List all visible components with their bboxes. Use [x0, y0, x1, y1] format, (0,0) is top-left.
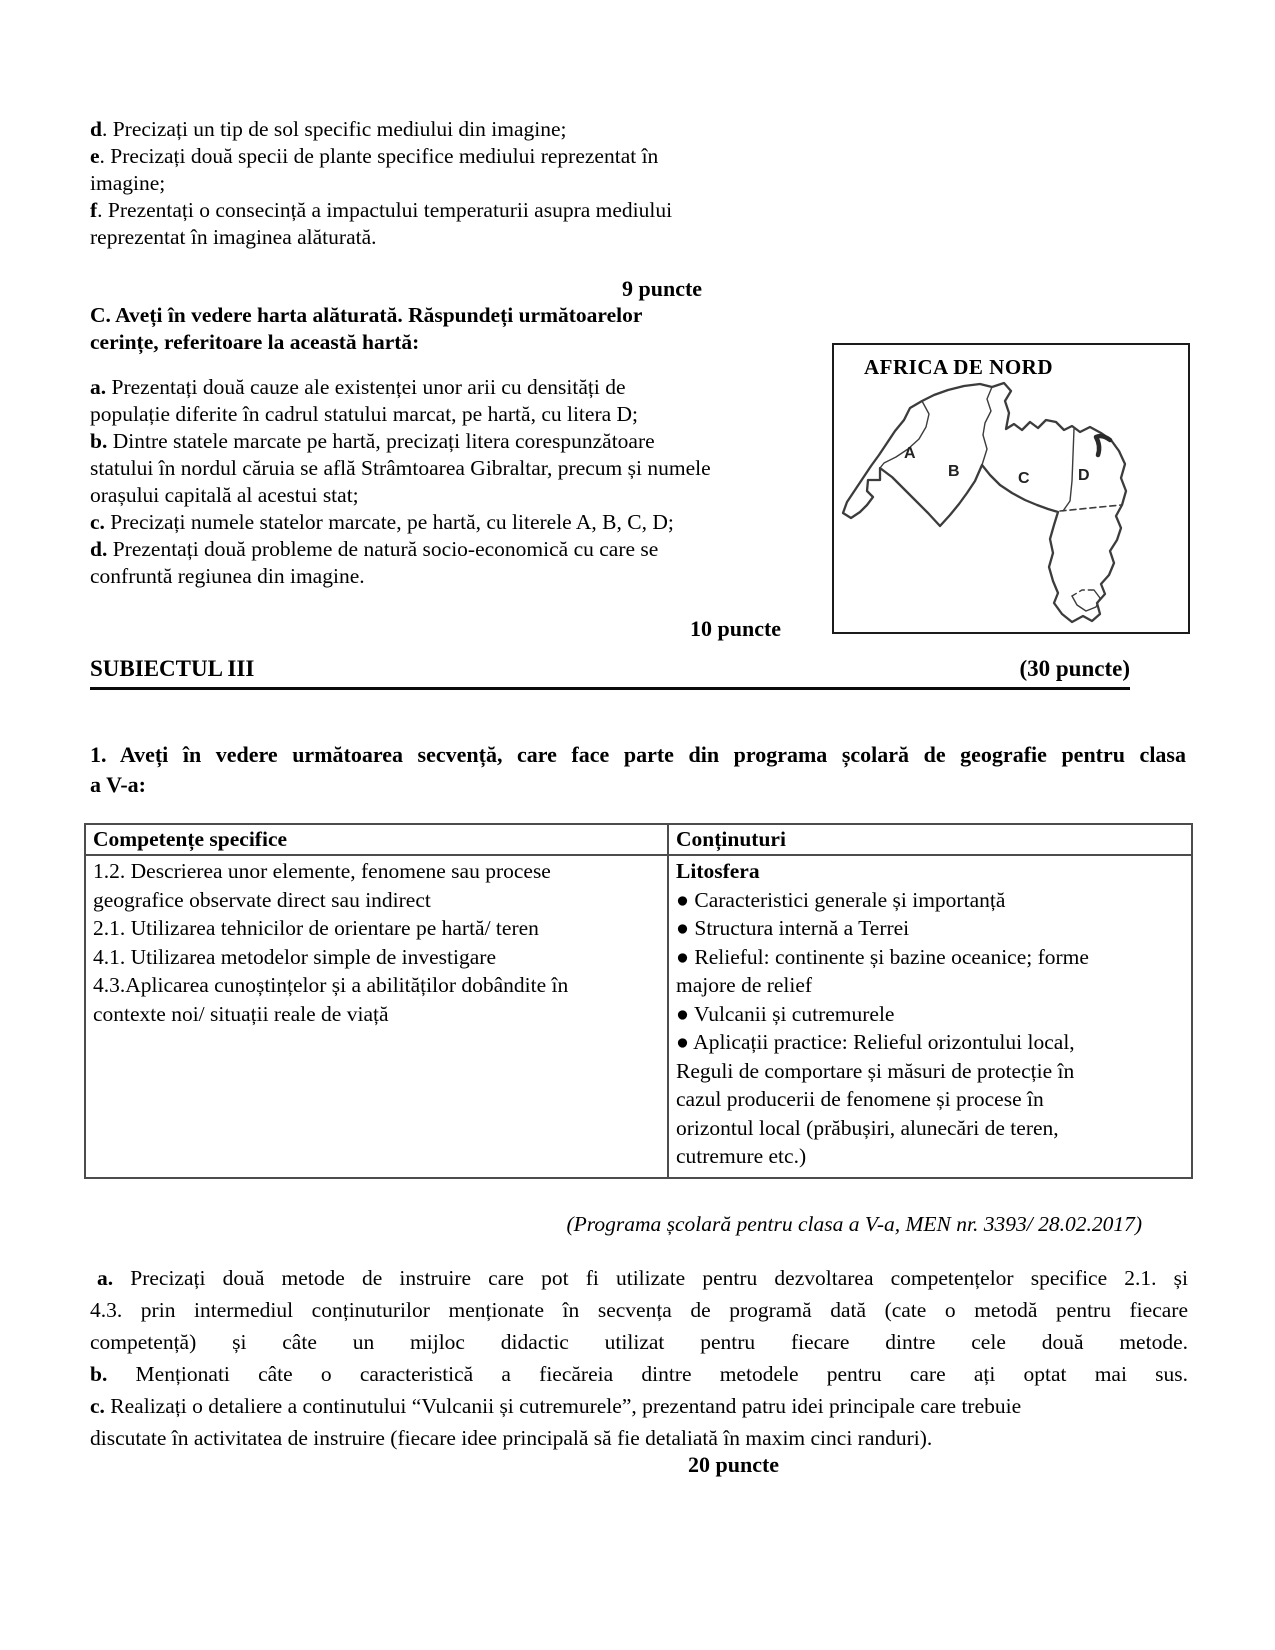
table-cell-line: 4.3.Aplicarea cunoștințelor și a abilităților dobândite în: [93, 973, 569, 997]
item-text: cutremure etc.): [676, 1144, 807, 1168]
item-text: Realizați o detaliere a continutului “Vulcanii și cutremurele”, prezentand patru idei principale care trebuie: [104, 1394, 1022, 1418]
text-line: [90, 428, 835, 455]
points-20: 20 puncte: [688, 1452, 780, 1477]
table-body-row: [86, 856, 1191, 1177]
north-africa-map-drawing: [834, 345, 1192, 632]
item-letter: c.: [90, 1394, 105, 1418]
table-cell-line: contexte noi/ situații reale de viață: [93, 1001, 389, 1026]
item-text: ● Caracteristici generale și importanță: [676, 887, 1006, 912]
item-text: imagine;: [90, 171, 166, 195]
item-text: Precizați două metode de instruire care pot fi utilizate pentru dezvoltarea competențelor specifice 2.1. și: [113, 1266, 1188, 1290]
text-line: [90, 536, 835, 563]
table-cell-line: [676, 1114, 1184, 1143]
text-line: [90, 374, 835, 401]
task-line: [90, 1294, 1188, 1326]
table-header-continuturi: Conținuturi: [676, 827, 786, 851]
text-line: [90, 170, 770, 197]
table-cell-continuturi: [669, 856, 1191, 1177]
item-text: Prezentați două cauze ale existenței unor arii cu densități de: [106, 375, 626, 399]
table-cell-line: [676, 857, 1184, 886]
text-line: [90, 509, 835, 536]
item-text: reprezentat în imaginea alăturată.: [90, 225, 377, 249]
item-letter: f: [90, 198, 98, 222]
item-text: orașului capitală al acestui stat;: [90, 483, 359, 507]
heading-line: 1. Aveți în vedere următoarea secvență, care face parte din programa școlară de geografie pentru clasa: [90, 742, 1186, 767]
item-text: populație diferite în cadrul statului marcat, pe hartă, cu litera D;: [90, 402, 639, 426]
table-cell-competente: [86, 856, 669, 1177]
heading-line: C. Aveți în vedere harta alăturată. Răspundeți următoarelor: [90, 303, 643, 327]
table-cell-line: [676, 1028, 1184, 1057]
item-letter: b.: [90, 1362, 108, 1386]
text-line: [90, 224, 770, 251]
item-text: ● Vulcanii și cutremurele: [676, 1001, 895, 1026]
heading-line: a V-a:: [90, 772, 147, 797]
section-def-items: [90, 116, 770, 251]
text-line: [90, 455, 835, 482]
table-header-row: [86, 825, 1191, 856]
map-label-b: B: [948, 463, 960, 480]
section-c-items: [90, 374, 835, 590]
item-letter: e: [90, 144, 100, 168]
item-text: Dintre statele marcate pe hartă, precizați litera corespunzătoare: [107, 429, 655, 453]
item-text: confruntă regiunea din imagine.: [90, 564, 365, 588]
subiect3-heading-row: [90, 656, 1130, 690]
item-text: 4.3. prin intermediul conținuturilor menționate în secvența de programă dată (cate o metodă pentru fiecare: [90, 1298, 1188, 1322]
task-line: [90, 1262, 1188, 1294]
map-label-c: C: [1018, 470, 1030, 487]
curriculum-citation: (Programa școlară pentru clasa a V-a, MEN nr. 3393/ 28.02.2017): [566, 1212, 1142, 1236]
table-cell-line: geografice observate direct sau indirect: [93, 887, 431, 912]
curriculum-table: [84, 823, 1193, 1179]
points-9: 9 puncte: [622, 276, 703, 301]
map-title: AFRICA DE NORD: [864, 355, 1054, 379]
item-text: ● Structura internă a Terrei: [676, 916, 910, 940]
table-cell-line: [676, 1000, 1184, 1029]
table-cell-line: [676, 971, 1184, 1000]
table-cell-line: 1.2. Descrierea unor elemente, fenomene sau procese: [93, 859, 551, 883]
item-letter: d: [90, 117, 102, 141]
task-line: [90, 1358, 1188, 1390]
item-letter: d.: [90, 537, 108, 561]
table-cell-line: 2.1. Utilizarea tehnicilor de orientare pe hartă/ teren: [93, 916, 539, 940]
section-c-heading: [90, 302, 770, 356]
table-cell-line: 4.1. Utilizarea metodelor simple de investigare: [93, 944, 496, 969]
item-text: statului în nordul căruia se află Strâmtoarea Gibraltar, precum și numele: [90, 456, 711, 480]
map-label-a: A: [904, 445, 916, 462]
item-text: . Prezentați o consecință a impactului temperaturii asupra mediului: [97, 198, 673, 222]
table-cell-line: [676, 886, 1184, 915]
task-line: [90, 1326, 1188, 1358]
item-text: . Precizați două specii de plante specifice mediului reprezentat în: [99, 144, 659, 168]
item-text: . Precizați un tip de sol specific mediului din imagine;: [101, 117, 567, 141]
item-text: ● Relieful: continente și bazine oceanice; forme: [676, 944, 1089, 969]
table-cell-line: [676, 1085, 1184, 1114]
table-cell-line: [676, 943, 1184, 972]
task-line: [90, 1422, 1188, 1454]
text-line: [90, 143, 770, 170]
text-line: [90, 401, 835, 428]
bold-text: Litosfera: [676, 859, 760, 883]
item-text: ● Aplicații practice: Relieful orizontului local,: [676, 1030, 1075, 1054]
item-letter: a.: [97, 1266, 114, 1290]
text-line: [90, 563, 835, 590]
heading-line: cerințe, referitoare la această hartă:: [90, 330, 420, 354]
text-line: [90, 197, 770, 224]
text-line: [90, 482, 835, 509]
item-text: Precizați numele statelor marcate, pe hartă, cu literele A, B, C, D;: [104, 510, 674, 534]
item-text: cazul producerii de fenomene și procese în: [676, 1087, 1044, 1111]
item-text: Reguli de comportare și măsuri de protecție în: [676, 1058, 1075, 1083]
table-cell-line: [676, 1057, 1184, 1086]
item-text: orizontul local (prăbușiri, alunecări de teren,: [676, 1115, 1059, 1140]
task-line: [90, 1390, 1188, 1422]
north-africa-map: [832, 343, 1190, 634]
item-text: Prezentați două probleme de natură socio-economică cu care se: [107, 537, 659, 561]
map-label-d: D: [1078, 467, 1090, 484]
table-cell-line: [676, 1142, 1184, 1171]
question1-tasks: [90, 1262, 1188, 1454]
subiect3-title: SUBIECTUL III: [90, 656, 255, 681]
item-text: Menționati câte o caracteristică a fiecăreia dintre metodele pentru care ați optat mai sus.: [107, 1362, 1188, 1386]
item-letter: b.: [90, 429, 108, 453]
table-cell-line: [676, 914, 1184, 943]
item-text: competență) și câte un mijloc didactic utilizat pentru fiecare dintre cele două metode.: [90, 1330, 1188, 1354]
item-letter: c.: [90, 510, 105, 534]
subiect3-points: (30 puncte): [1019, 656, 1130, 681]
table-header-competente: Competențe specifice: [86, 825, 669, 854]
text-line: [90, 116, 770, 143]
item-letter: a.: [90, 375, 107, 399]
points-10: 10 puncte: [690, 616, 782, 641]
item-text: majore de relief: [676, 973, 813, 997]
item-text: discutate în activitatea de instruire (fiecare idee principală să fie detaliată în maxim cinci randuri).: [90, 1426, 933, 1450]
question1-heading: [90, 740, 1186, 800]
